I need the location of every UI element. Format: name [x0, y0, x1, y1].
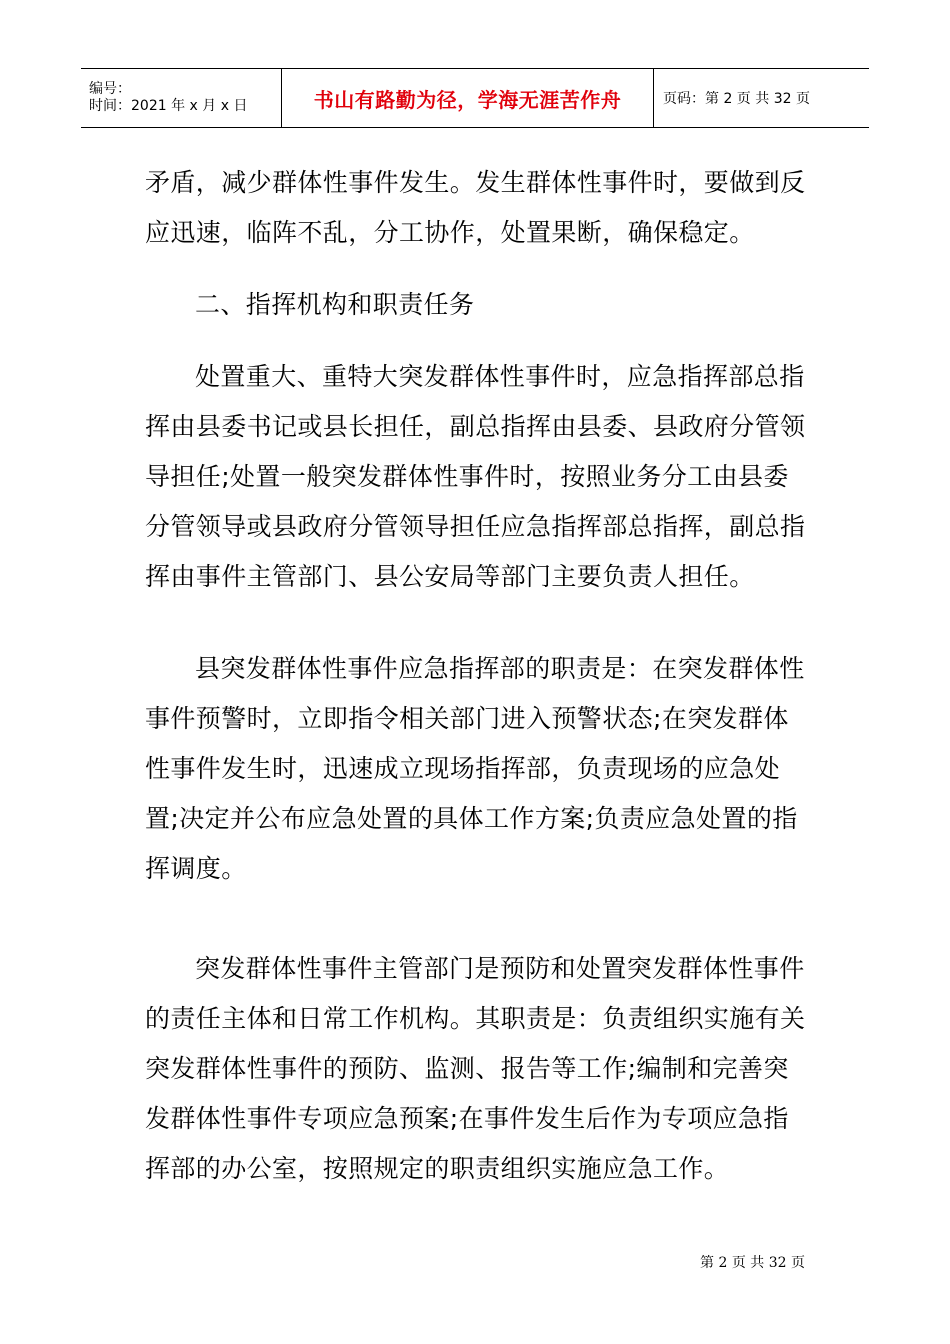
document-body — [145, 158, 813, 1194]
paragraph-department-duties: 突发群体性事件主管部门是预防和处置突发群体性事件的责任主体和日常工作机构。其职责是：负责组织实施有关突发群体性事件的预防、监测、报告等工作;编制和完善突发群体性事件专项应急预案;在事件发生后作为专项应急指挥部的办公室，按照规定的职责组织实施应急工作。 — [145, 954, 806, 1183]
paragraph-continuation: 矛盾，减少群体性事件发生。发生群体性事件时，要做到反应迅速，临阵不乱，分工协作，处置果断，确保稳定。 — [145, 168, 806, 247]
paragraph-command-structure: 处置重大、重特大突发群体性事件时，应急指挥部总指挥由县委书记或县长担任，副总指挥由县委、县政府分管领导担任;处置一般突发群体性事件时，按照业务分工由县委分管领导或县政府分管领导担任应急指挥部总指挥，副总指挥由事件主管部门、县公安局等部门主要负责人担任。 — [145, 362, 806, 591]
header-page-number: 页码：第 2 页 共 32 页 — [663, 91, 810, 107]
header-motto: 书山有路勤为径，学海无涯苦作舟 — [282, 69, 654, 127]
document-number-label: 编号： — [89, 81, 131, 97]
section-heading: 二、指挥机构和职责任务 — [195, 290, 475, 319]
page-header — [81, 68, 869, 128]
header-meta — [81, 69, 282, 127]
document-date: 时间：2021 年 x 月 x 日 — [89, 98, 248, 114]
page-footer: 第 2 页 共 32 页 — [700, 1255, 805, 1271]
paragraph-command-duties: 县突发群体性事件应急指挥部的职责是：在突发群体性事件预警时，立即指令相关部门进入预警状态;在突发群体性事件发生时，迅速成立现场指挥部，负责现场的应急处置;决定并公布应急处置的具体工作方案;负责应急处置的指挥调度。 — [145, 654, 805, 883]
